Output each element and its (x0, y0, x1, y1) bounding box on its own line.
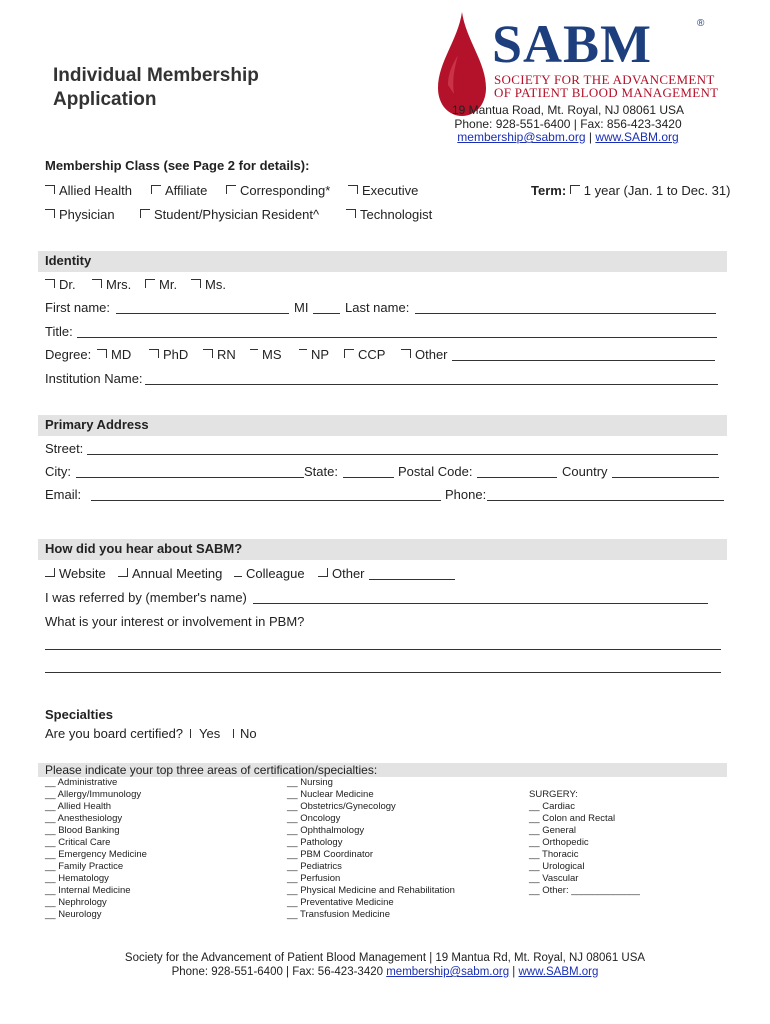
checkbox-icon[interactable] (318, 568, 328, 577)
checkbox-icon[interactable] (45, 279, 55, 288)
footer-web-link[interactable]: www.SABM.org (518, 966, 599, 978)
checkbox-icon[interactable] (45, 568, 55, 577)
checkbox-icon[interactable] (346, 209, 356, 218)
street-label: Street: (45, 441, 84, 456)
degree-phd[interactable]: PhD (149, 347, 188, 363)
blood-drop-logo-icon (436, 10, 488, 118)
checkbox-icon[interactable] (401, 349, 411, 358)
checkbox-icon[interactable] (149, 349, 159, 358)
checkbox-icon[interactable] (140, 209, 150, 218)
registered-mark: ® (697, 18, 705, 29)
phone-label: Phone: (445, 487, 487, 502)
checkbox-icon[interactable] (250, 349, 258, 358)
specialties-indicate-bar: Please indicate your top three areas of certification/specialties: (38, 763, 727, 777)
specialty-column-1 (45, 777, 147, 921)
footer-email-link[interactable]: membership@sabm.org (386, 966, 510, 978)
salutation-mr[interactable]: Mr. (145, 277, 177, 293)
degree-other-input[interactable] (452, 360, 715, 361)
specialty-item[interactable]: __ Obstetrics/Gynecology (287, 801, 396, 812)
specialty-item[interactable]: __ Preventative Medicine (287, 897, 394, 908)
degree-ms[interactable]: MS (250, 347, 282, 363)
specialty-item[interactable]: __ Orthopedic (529, 837, 589, 848)
membership-option-allied-health[interactable]: Allied Health (45, 183, 132, 199)
city-input[interactable] (76, 477, 304, 478)
first-name-input[interactable] (116, 313, 289, 314)
email-input[interactable] (91, 500, 441, 501)
specialty-item[interactable]: __ Internal Medicine (45, 885, 131, 896)
specialty-item[interactable]: __ Emergency Medicine (45, 849, 147, 860)
membership-option-student-resident[interactable]: Student/Physician Resident^ (140, 207, 319, 223)
specialty-item[interactable]: __ Anesthesiology (45, 813, 123, 824)
specialty-item[interactable]: __ Cardiac (529, 801, 575, 812)
primary-address-section-header: Primary Address (38, 415, 727, 436)
salutation-ms[interactable]: Ms. (191, 277, 226, 293)
interest-input-line-1[interactable] (45, 649, 721, 650)
institution-label: Institution Name: (45, 371, 143, 386)
specialty-item[interactable]: __ Hematology (45, 873, 109, 884)
checkbox-icon[interactable] (145, 279, 155, 288)
checkbox-icon[interactable] (92, 279, 102, 288)
specialty-item[interactable]: __ Neurology (45, 909, 102, 920)
checkbox-icon[interactable] (348, 185, 358, 194)
last-name-label: Last name: (345, 300, 410, 315)
state-label: State: (304, 464, 338, 479)
postal-code-input[interactable] (477, 477, 557, 478)
specialty-item[interactable]: __ Other: _____________ (529, 885, 640, 896)
degree-label: Degree: (45, 347, 92, 362)
specialty-item[interactable]: __ Ophthalmology (287, 825, 365, 836)
contact-address: 19 Mantua Road, Mt. Royal, NJ 08061 USA (451, 103, 685, 117)
page-title: Individual Membership Application (53, 65, 259, 110)
identity-section-header: Identity (38, 251, 727, 272)
specialty-item[interactable]: __ Transfusion Medicine (287, 909, 390, 920)
referred-by-input[interactable] (253, 603, 708, 604)
city-label: City: (45, 464, 71, 479)
footer-address: Society for the Advancement of Patient Blood Management | 19 Mantua Rd, Mt. Royal, NJ 08061 USA (124, 952, 646, 964)
specialty-item[interactable]: __ Nuclear Medicine (287, 789, 374, 800)
checkbox-icon[interactable] (226, 185, 236, 194)
checkbox-icon[interactable] (45, 209, 55, 218)
specialty-item[interactable]: __ Allied Health (45, 801, 112, 812)
referral-other[interactable]: Other (318, 566, 365, 582)
checkbox-icon[interactable] (118, 568, 128, 577)
surgery-heading: SURGERY: (529, 789, 578, 800)
referral-section-header: How did you hear about SABM? (38, 539, 727, 560)
referral-other-input[interactable] (369, 579, 455, 580)
term-field[interactable]: Term: 1 year (Jan. 1 to Dec. 31) (531, 183, 731, 198)
mi-label: MI (294, 300, 309, 315)
checkbox-icon[interactable] (97, 349, 107, 358)
specialty-item[interactable]: __ Oncology (287, 813, 341, 824)
referral-website[interactable]: Website (45, 566, 106, 582)
specialties-heading: Specialties (45, 707, 113, 722)
logo-wordmark: SABM (492, 14, 653, 74)
last-name-input[interactable] (415, 313, 716, 314)
board-certified-no[interactable]: No (233, 726, 257, 742)
interest-input-line-2[interactable] (45, 672, 721, 673)
checkbox-icon[interactable] (45, 185, 55, 194)
logo-subtitle: SOCIETY FOR THE ADVANCEMENT OF PATIENT BLOOD MANAGEMENT (494, 72, 719, 100)
specialty-item[interactable]: __ Administrative (45, 777, 118, 788)
checkbox-icon[interactable] (344, 349, 354, 358)
specialty-item[interactable]: __ Nursing (287, 777, 333, 788)
specialty-item[interactable]: __ Physical Medicine and Rehabilitation (287, 885, 455, 896)
country-label: Country (562, 464, 608, 479)
title-input[interactable] (77, 337, 717, 338)
salutation-mrs[interactable]: Mrs. (92, 277, 131, 293)
institution-input[interactable] (145, 384, 718, 385)
email-label: Email: (45, 487, 82, 502)
membership-option-affiliate[interactable]: Affiliate (151, 183, 207, 199)
referral-annual-meeting[interactable]: Annual Meeting (118, 566, 222, 582)
specialty-item[interactable]: __ Vascular (529, 873, 579, 884)
membership-option-corresponding[interactable]: Corresponding* (226, 183, 330, 199)
specialty-item[interactable]: __ Perfusion (287, 873, 341, 884)
specialty-item[interactable]: __ Allergy/Immunology (45, 789, 142, 800)
specialty-item[interactable]: __ Nephrology (45, 897, 107, 908)
mi-input[interactable] (313, 313, 340, 314)
referred-by-label: I was referred by (member's name) (45, 590, 247, 605)
board-certified-yes[interactable]: Yes (190, 726, 220, 742)
specialty-item[interactable]: __ Pathology (287, 837, 343, 848)
degree-rn[interactable]: RN (203, 347, 236, 363)
checkbox-icon[interactable] (151, 185, 161, 194)
specialty-column-surgery (529, 789, 640, 897)
specialty-item[interactable]: __ Critical Care (45, 837, 111, 848)
salutation-dr[interactable]: Dr. (45, 277, 76, 293)
page-footer: Society for the Advancement of Patient Blood Management | 19 Mantua Rd, Mt. Royal, NJ 08061 USA Phone: 928-551-6400 | Fax: 56-423-3420 membership@sabm.org | www.SABM.org (80, 951, 690, 979)
contact-block: 19 Mantua Road, Mt. Royal, NJ 08061 USA Phone: 928-551-6400 | Fax: 856-423-3420 membership@sabm.org | www.SABM.org (440, 104, 696, 145)
membership-option-physician[interactable]: Physician (45, 207, 115, 223)
specialty-item[interactable]: __ Thoracic (529, 849, 579, 860)
phone-input[interactable] (487, 500, 724, 501)
specialty-column-2 (287, 777, 455, 921)
specialty-item[interactable]: __ Family Practice (45, 861, 124, 872)
checkbox-icon[interactable] (191, 279, 201, 288)
membership-option-executive[interactable]: Executive (348, 183, 418, 199)
checkbox-icon[interactable] (234, 568, 242, 577)
specialty-item[interactable]: __ Urological (529, 861, 585, 872)
contact-email-link[interactable]: membership@sabm.org (457, 130, 586, 144)
degree-ccp[interactable]: CCP (344, 347, 385, 363)
checkbox-icon[interactable] (299, 349, 307, 358)
membership-class-heading: Membership Class (see Page 2 for details): (45, 158, 310, 173)
degree-other[interactable]: Other (401, 347, 448, 363)
checkbox-icon[interactable] (233, 729, 234, 738)
checkbox-icon[interactable] (190, 729, 191, 738)
contact-phone-fax: Phone: 928-551-6400 | Fax: 856-423-3420 (454, 116, 682, 131)
specialty-item[interactable]: __ General (529, 825, 577, 836)
specialty-item[interactable]: __ Blood Banking (45, 825, 120, 836)
degree-md[interactable]: MD (97, 347, 131, 363)
specialty-item[interactable]: __ PBM Coordinator (287, 849, 374, 860)
checkbox-icon[interactable] (203, 349, 213, 358)
checkbox-icon[interactable] (570, 185, 580, 194)
board-certified-question: Are you board certified? (45, 726, 184, 741)
state-input[interactable] (343, 477, 394, 478)
referral-colleague[interactable]: Colleague (234, 566, 305, 582)
specialty-item[interactable]: __ Colon and Rectal (529, 813, 616, 824)
street-input[interactable] (87, 454, 718, 455)
title-label: Title: (45, 324, 73, 339)
postal-code-label: Postal Code: (398, 464, 473, 479)
contact-web-link[interactable]: www.SABM.org (595, 130, 679, 144)
specialty-item[interactable]: __ Pediatrics (287, 861, 342, 872)
interest-label: What is your interest or involvement in PBM? (45, 614, 305, 629)
first-name-label: First name: (45, 300, 111, 315)
membership-option-technologist[interactable]: Technologist (346, 207, 432, 223)
country-input[interactable] (612, 477, 719, 478)
degree-np[interactable]: NP (299, 347, 329, 363)
